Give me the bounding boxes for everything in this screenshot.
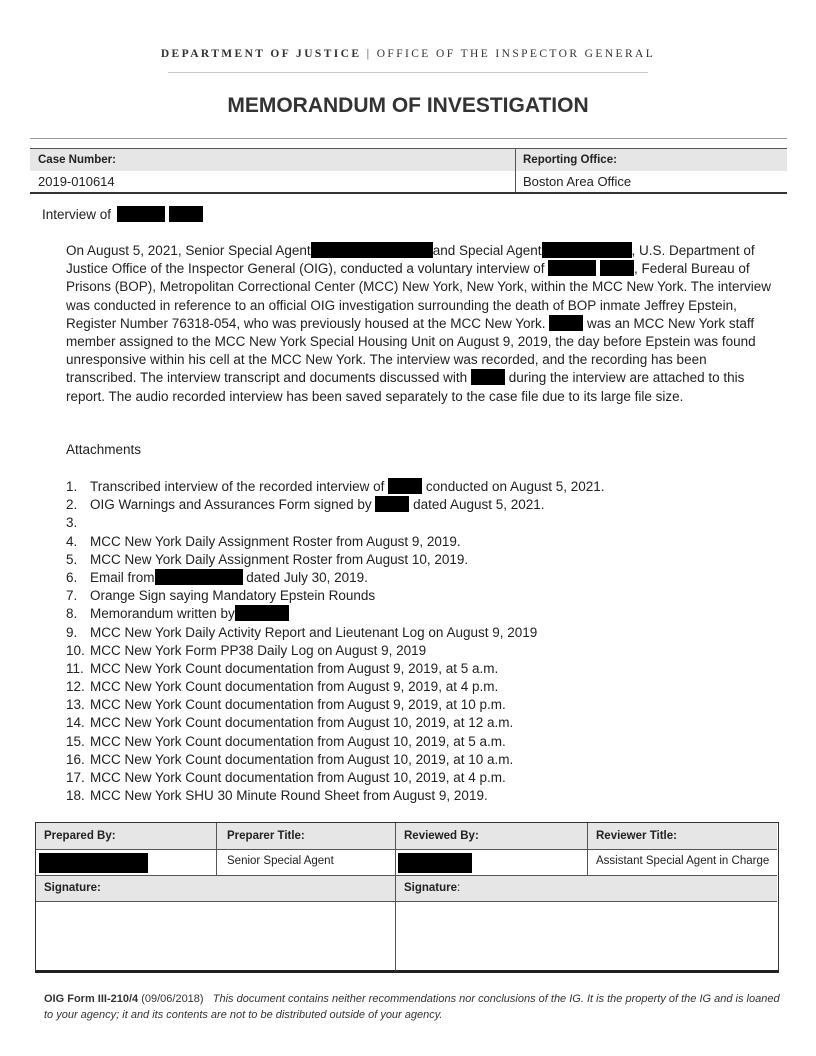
list-item: [66, 533, 776, 551]
list-item: [66, 678, 776, 696]
case-table-divider: [515, 148, 516, 192]
list-item: [66, 605, 776, 623]
list-item: [66, 496, 776, 514]
header-separator: |: [366, 48, 372, 60]
body-text-segment: Prisons (BOP), Metropolitan Correctional Center (MCC) New York, New York, within the MCC New York. The interview was conducted in reference to an official OIG investigation surrounding the death of BOP inmate Jeffrey Epstein, Register Number 76318-054, who was previously housed at the MCC New York.: [66, 279, 772, 331]
case-table-header: [30, 148, 787, 171]
item-number: 3.: [66, 515, 78, 531]
case-number-value: 2019-010614: [38, 174, 115, 189]
body-text-segment: , U.S. Department of: [631, 243, 755, 258]
department-header: [0, 48, 816, 60]
item-text: dated August 5, 2021.: [413, 497, 545, 513]
list-item: [66, 514, 776, 532]
redaction-block: [117, 206, 165, 222]
body-text-segment: Justice Office of the Inspector General (OIG), conducted a voluntary interview of: [66, 261, 545, 277]
reviewer-signature-word: Signature: [404, 882, 458, 894]
redaction-block: [600, 260, 634, 276]
item-number: 5.: [66, 551, 78, 567]
redaction-block: [311, 242, 433, 258]
item-text: dated July 30, 2019.: [246, 569, 368, 585]
item-text: MCC New York Form PP38 Daily Log on August 9, 2019: [90, 642, 427, 658]
list-item: [66, 551, 776, 569]
list-item: [66, 696, 776, 714]
item-text: MCC New York Count documentation from August 10, 2019, at 10 a.m.: [90, 751, 514, 767]
redaction-block: [388, 478, 422, 494]
table-rule: [36, 875, 777, 876]
body-text-segment: and Special Agent: [432, 243, 542, 258]
item-number: 16.: [66, 751, 85, 767]
attachments-list: [66, 478, 776, 805]
body-text-segment: was an MCC New York staff member assigned to the MCC New York Special Housing Unit on August 9, 2019, the day before Epstein was found unresponsive within his cell at the MCC New York. The interview was recorded, and the recording has been transcribed. The interview transcript and documents discussed with: [66, 315, 756, 386]
body-paragraph: [66, 242, 771, 406]
item-text: OIG Warnings and Assurances Form signed by: [90, 497, 372, 513]
redaction-block: [398, 853, 472, 873]
preparer-title-value: Senior Special Agent: [227, 855, 334, 867]
redaction-block: [235, 605, 289, 621]
list-item: [66, 642, 776, 660]
redaction-block: [169, 206, 203, 222]
item-number: 4.: [66, 533, 78, 549]
list-item: [66, 478, 776, 496]
item-text: Email from: [90, 569, 155, 585]
interview-of-label: Interview of: [42, 207, 112, 222]
body-text-segment: On August 5, 2021, Senior Special Agent: [66, 243, 311, 258]
table-rule: [587, 823, 588, 875]
case-table-top-rule: [30, 138, 787, 139]
item-number: 17.: [66, 770, 85, 785]
document-title: MEMORANDUM OF INVESTIGATION: [227, 94, 589, 117]
item-number: 9.: [66, 624, 78, 640]
item-number: 12.: [66, 679, 85, 695]
item-number: 6.: [66, 569, 78, 585]
redaction-block: [471, 369, 505, 385]
item-text: MCC New York Daily Activity Report and Lieutenant Log on August 9, 2019: [90, 624, 538, 640]
item-number: 11.: [66, 660, 84, 676]
item-text: MCC New York Count documentation from August 9, 2019, at 10 p.m.: [90, 697, 506, 713]
item-text: Memorandum written by: [90, 606, 235, 622]
department-name: DEPARTMENT OF JUSTICE: [160, 48, 362, 60]
office-name: OFFICE OF THE INSPECTOR GENERAL: [376, 48, 656, 60]
item-text: MCC New York Count documentation from August 10, 2019, at 4 p.m.: [90, 770, 506, 785]
item-number: 14.: [66, 715, 85, 731]
list-item: [66, 624, 776, 642]
case-table-values: [30, 171, 787, 194]
header-divider: [168, 72, 648, 73]
item-number: 7.: [66, 588, 78, 604]
redaction-block: [542, 242, 632, 258]
item-text: MCC New York Daily Assignment Roster from August 9, 2019.: [90, 533, 461, 549]
reviewer-signature-label: [404, 875, 460, 901]
item-text: MCC New York Count documentation from August 9, 2019, at 5 a.m.: [90, 660, 499, 676]
reviewer-signature-colon: :: [457, 882, 461, 894]
reviewer-name: [398, 853, 472, 873]
item-text: Orange Sign saying Mandatory Epstein Rounds: [90, 588, 376, 604]
table-rule: [36, 849, 777, 850]
item-number: 2.: [66, 497, 78, 513]
redaction-block: [375, 496, 409, 512]
item-text: MCC New York SHU 30 Minute Round Sheet from August 9, 2019.: [90, 788, 488, 804]
signoff-table: [35, 822, 779, 973]
preparer-name: [39, 853, 148, 873]
body-text-segment: during the interview are attached to this report. The audio recorded interview has been saved separately to the case file due to its large file size.: [66, 370, 745, 404]
reporting-office-label: Reporting Office:: [523, 154, 617, 166]
reporting-office-value: Boston Area Office: [523, 174, 632, 189]
redaction-block: [549, 315, 583, 331]
list-item: [66, 569, 776, 587]
attachments-heading: Attachments: [66, 442, 142, 457]
form-number: OIG Form III-210/4: [44, 993, 139, 1005]
reviewer-title-label: Reviewer Title:: [596, 830, 677, 842]
item-text: MCC New York Count documentation from August 10, 2019, at 12 a.m.: [90, 715, 514, 731]
preparer-title-label: Preparer Title:: [227, 830, 305, 842]
list-item: [66, 751, 776, 769]
reviewed-by-label: Reviewed By:: [404, 830, 479, 842]
prepared-by-label: Prepared By:: [44, 830, 116, 842]
item-text: MCC New York Count documentation from August 9, 2019, at 4 p.m.: [90, 679, 499, 695]
redaction-block: [548, 260, 596, 276]
item-text: MCC New York Daily Assignment Roster from August 10, 2019.: [90, 551, 469, 567]
table-rule: [36, 901, 777, 902]
list-item: [66, 733, 776, 751]
item-number: 8.: [66, 606, 78, 622]
case-number-label: Case Number:: [38, 154, 116, 166]
item-text: MCC New York Count documentation from August 10, 2019, at 5 a.m.: [90, 733, 506, 749]
item-number: 1.: [66, 479, 78, 494]
list-item: [66, 787, 776, 805]
interview-subject: [42, 206, 203, 222]
redaction-block: [155, 569, 243, 585]
item-number: 13.: [66, 697, 85, 713]
list-item: [66, 660, 776, 678]
form-footer: [44, 991, 780, 1023]
item-text: Transcribed interview of the recorded interview of: [90, 479, 385, 494]
reviewer-title-value: Assistant Special Agent in Charge: [596, 855, 770, 867]
redaction-block: [39, 853, 148, 873]
item-number: 10.: [66, 642, 85, 658]
item-number: 15.: [66, 733, 85, 749]
list-item: [66, 587, 776, 605]
item-number: 18.: [66, 788, 85, 804]
footer-notice: This document contains neither recommendations nor conclusions of the IG. It is the property of the IG and is loaned to your agency; it and its contents are not to be distributed outside of your agency.: [44, 993, 780, 1021]
list-item: [66, 714, 776, 732]
preparer-signature-label: Signature:: [44, 882, 101, 894]
table-rule: [395, 823, 396, 971]
body-text-segment: , Federal Bureau of: [634, 261, 750, 277]
form-date: (09/06/2018): [141, 993, 204, 1005]
table-rule: [216, 823, 217, 875]
list-item: [66, 769, 776, 787]
item-text: conducted on August 5, 2021.: [425, 479, 605, 494]
